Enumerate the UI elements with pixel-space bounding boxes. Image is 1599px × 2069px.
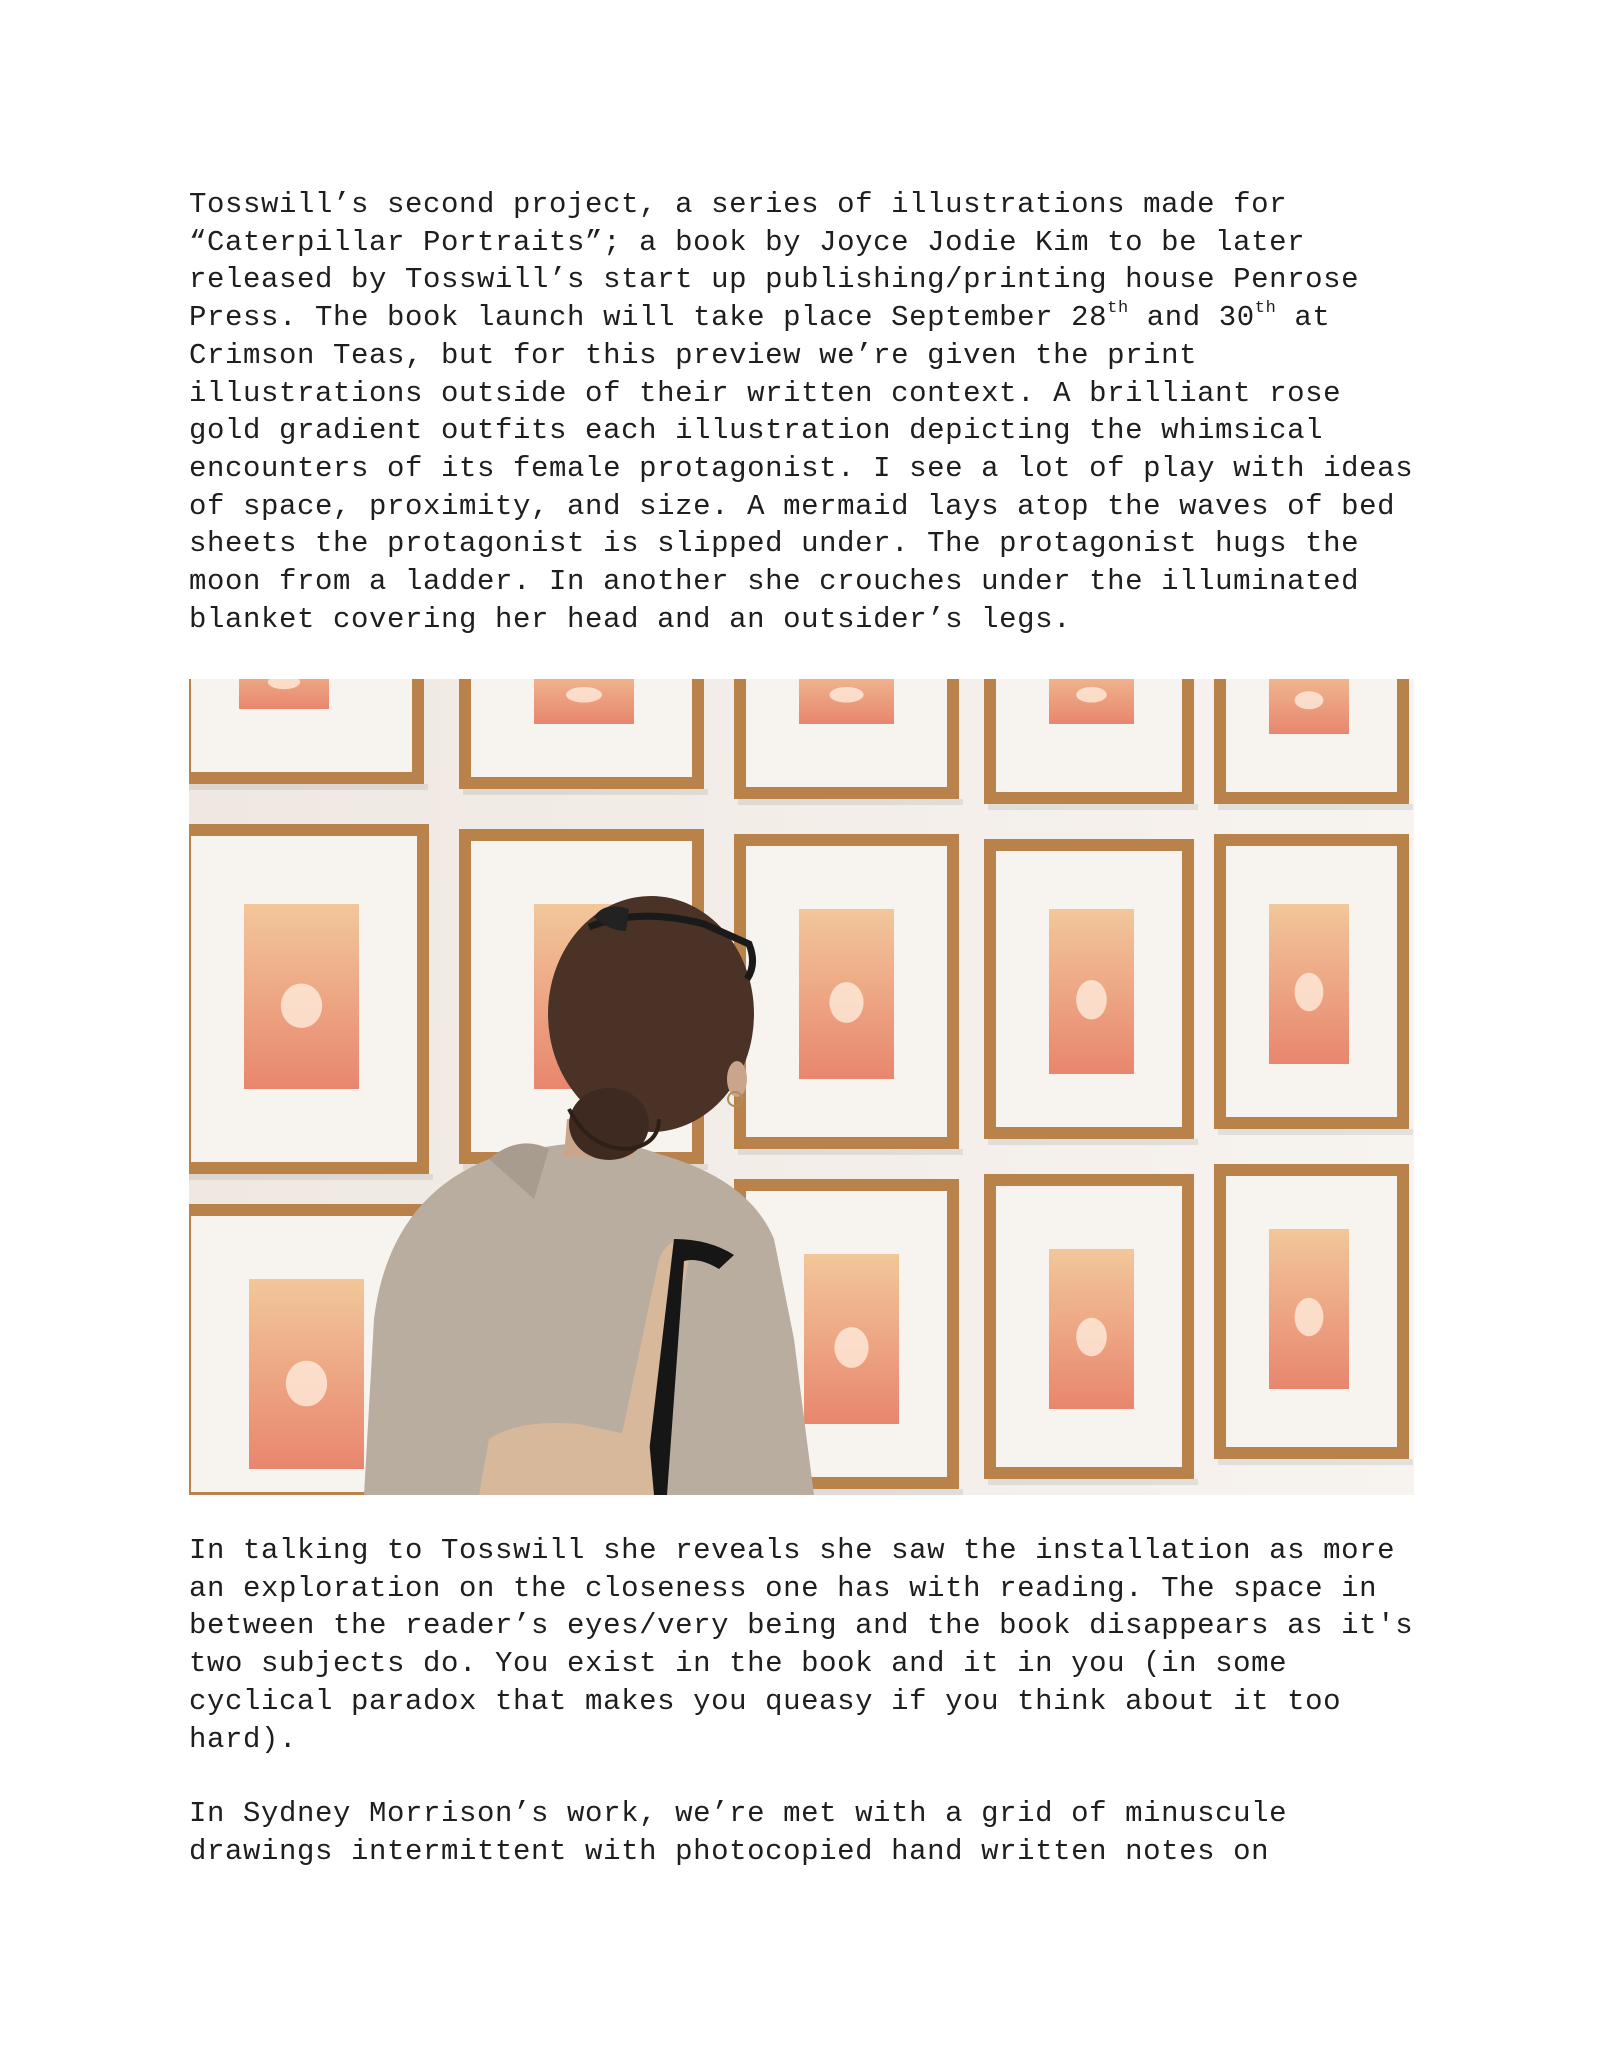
- frame-shadow: [988, 1139, 1198, 1145]
- framed-print: [734, 834, 963, 1155]
- print-figure: [1295, 691, 1324, 709]
- paragraph-reading: In talking to Tosswill she reveals she saw the installation as more an exploration on the closeness one has with reading. The space in between the reader’s eyes/very being and the book disappears as it's two subjects do. You exist in the book and it in you (in some cyclical paradox that makes you queasy if you think about it too hard).: [189, 1534, 1414, 1756]
- frame-shadow: [1218, 804, 1413, 810]
- frame-shadow: [189, 1174, 433, 1180]
- frame-shadow: [988, 1479, 1198, 1485]
- framed-print: [189, 679, 428, 790]
- frame-shadow: [1218, 1459, 1413, 1465]
- print-figure: [1295, 973, 1324, 1011]
- frame-shadow: [1218, 1129, 1413, 1135]
- frame-shadow: [738, 1149, 963, 1155]
- gallery-photo-drawing: [189, 679, 1414, 1495]
- frame-shadow: [738, 799, 963, 805]
- print-figure: [286, 1361, 327, 1407]
- print-figure: [1295, 1298, 1324, 1336]
- frame-shadow: [189, 784, 428, 790]
- framed-print: [734, 679, 963, 805]
- paragraph-intro-text-c: at Crimson Teas, but for this preview we’re given the print illustrations outside of their written context. A brilliant rose gold gradient outfits each illustration depicting the whimsical encounters of its female protagonist. I see a lot of play with ideas of space, proximity, and size. A mermaid lays atop the waves of bed sheets the protagonist is slipped under. The protagonist hugs the moon from a ladder. In another she crouches under the illuminated blanket covering her head and an outsider’s legs.: [189, 301, 1414, 636]
- print-figure: [1076, 687, 1107, 703]
- print-figure: [829, 687, 863, 703]
- gallery-photo: [189, 679, 1414, 1495]
- frame-shadow: [988, 804, 1198, 810]
- print-figure: [1076, 980, 1107, 1020]
- print-figure: [1076, 1318, 1107, 1356]
- print-figure: [281, 984, 322, 1028]
- paragraph-morrison: In Sydney Morrison’s work, we’re met with a grid of minuscule drawings intermittent with photocopied hand written notes on: [189, 1797, 1288, 1868]
- print-figure: [829, 982, 863, 1023]
- paragraph-intro-text-a: Tosswill’s second project, a series of illustrations made for “Caterpillar Portraits”; a book by Joyce Jodie Kim to be later released by Tosswill’s start up publishing/printing house Penrose Press. The book launch will take place September 28: [189, 188, 1360, 335]
- print-figure: [834, 1327, 868, 1368]
- frame-shadow: [463, 789, 708, 795]
- framed-print: [984, 679, 1198, 810]
- paragraph-intro: [189, 186, 1414, 638]
- framed-print: [1214, 1164, 1413, 1465]
- framed-print: [189, 824, 433, 1180]
- framed-print: [984, 1174, 1198, 1485]
- ordinal-suffix: th: [1254, 299, 1277, 319]
- print-figure: [566, 687, 602, 703]
- framed-print: [1214, 834, 1413, 1135]
- ordinal-suffix: th: [1107, 299, 1129, 319]
- framed-print: [459, 679, 708, 795]
- framed-print: [1214, 679, 1413, 810]
- framed-print: [984, 839, 1198, 1145]
- paragraph-intro-text-b: and 30: [1128, 301, 1255, 335]
